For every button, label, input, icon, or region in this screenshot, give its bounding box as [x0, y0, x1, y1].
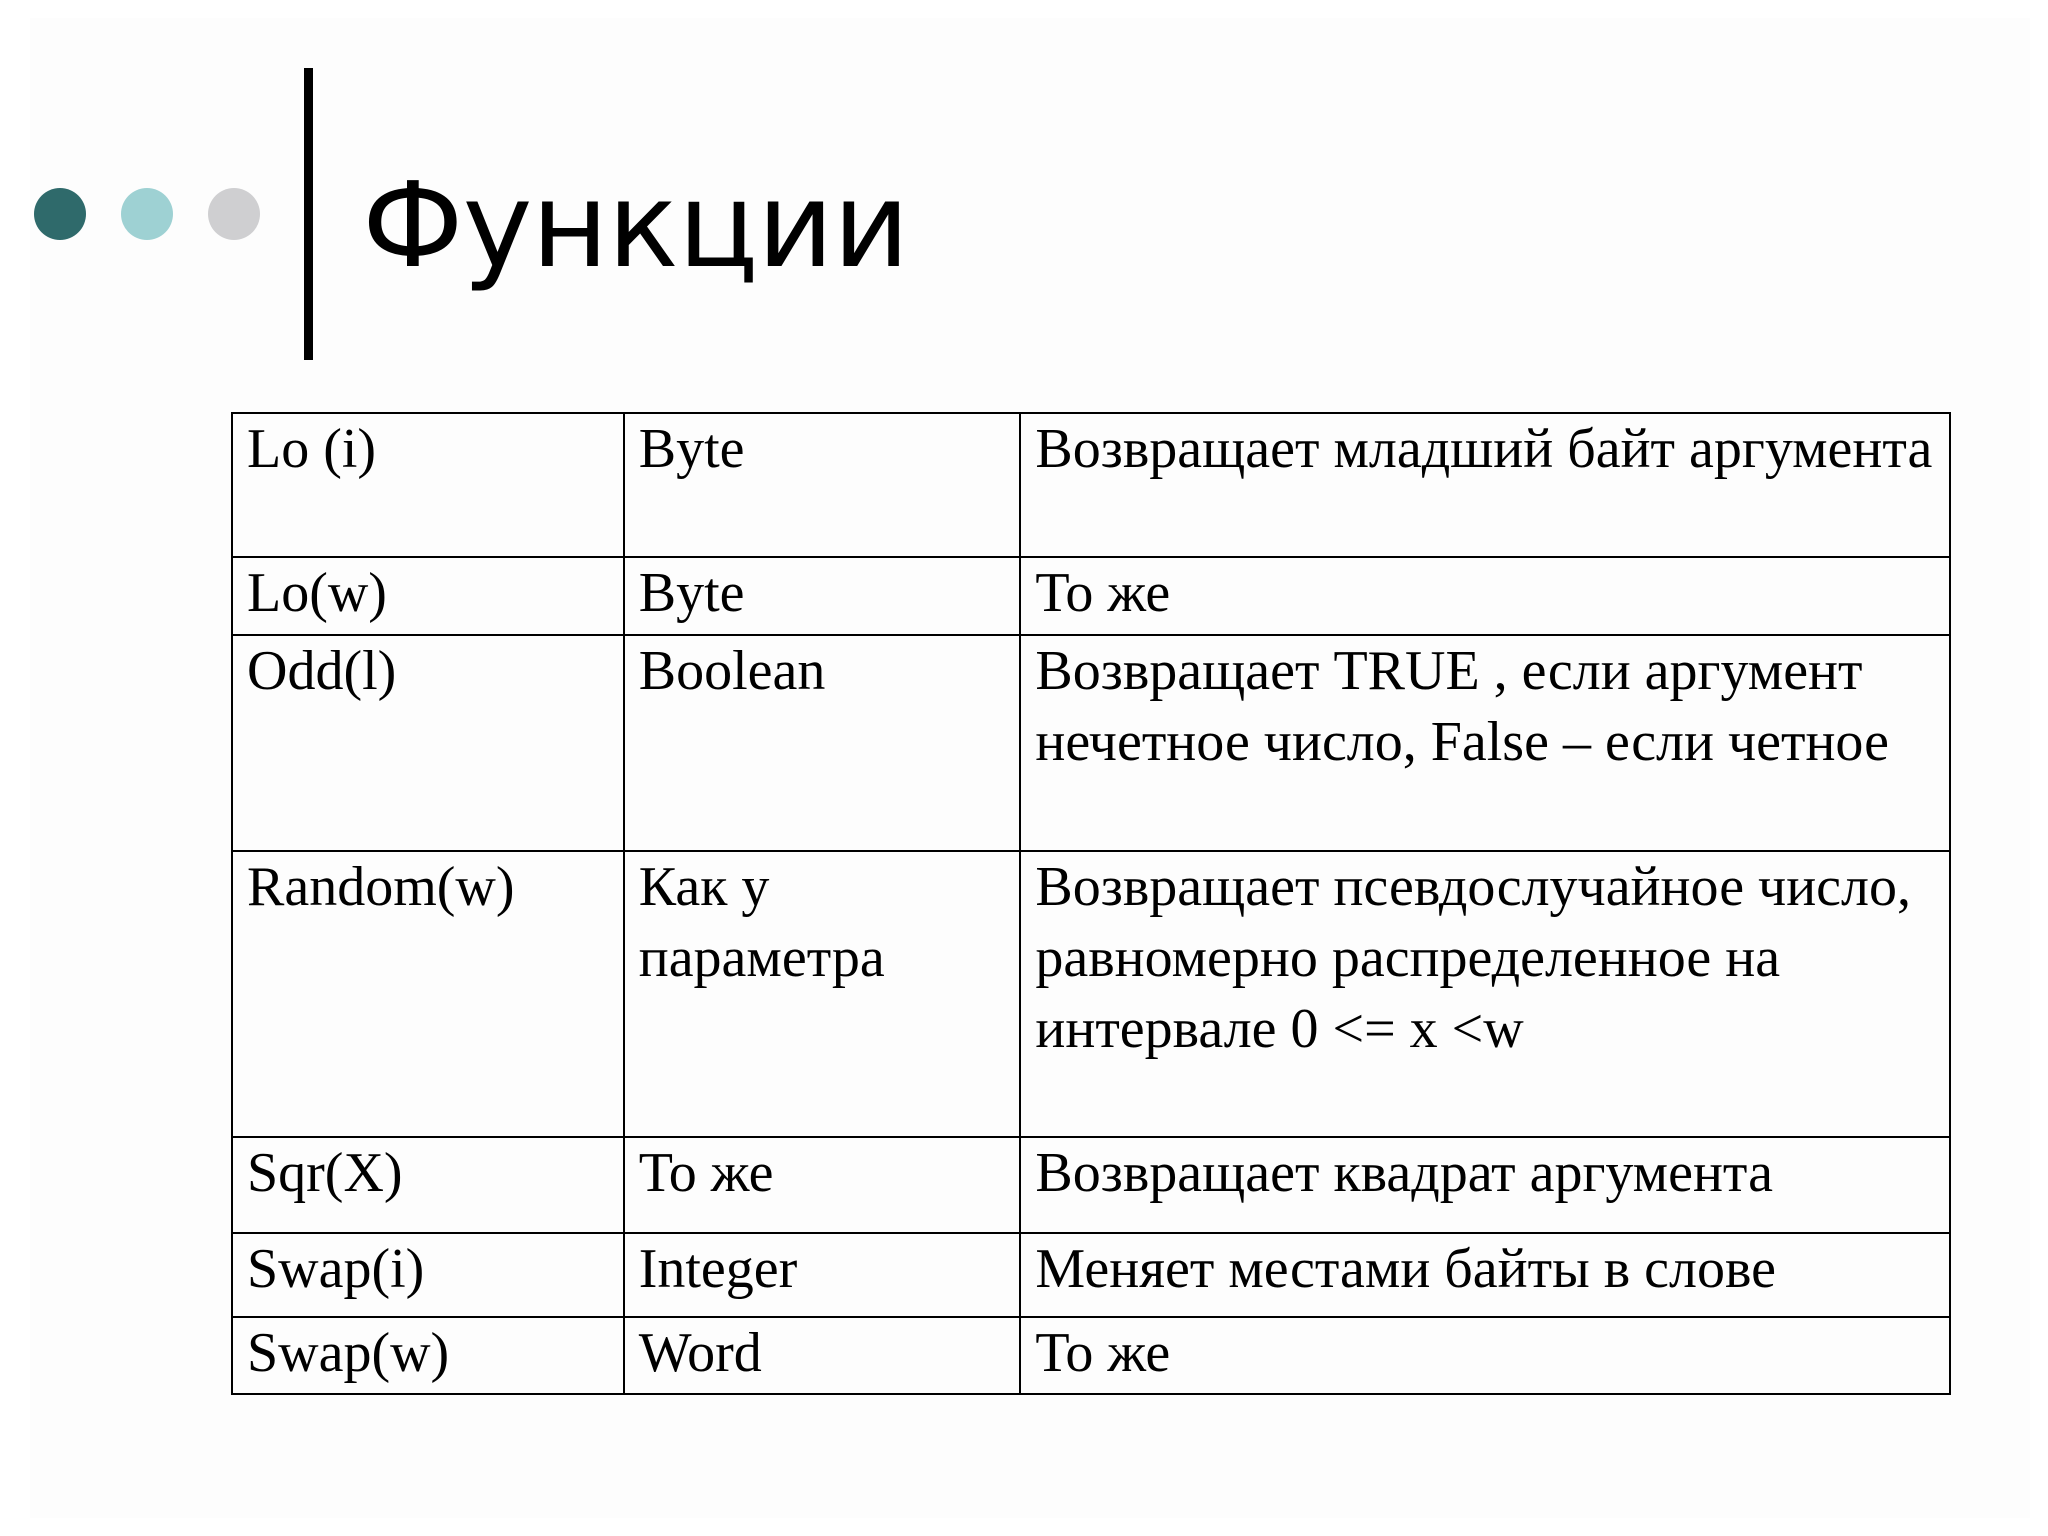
- function-name-cell: Swap(w): [232, 1317, 624, 1394]
- return-type-cell: Byte: [624, 557, 1021, 635]
- table-row: [232, 1137, 1950, 1233]
- title-divider-bar: [304, 68, 313, 360]
- function-name-cell: Odd(l): [232, 635, 624, 851]
- slide-title: Функции: [362, 156, 909, 294]
- description-cell: Возвращает квадрат аргумента: [1020, 1137, 1950, 1233]
- description-cell: Меняет местами байты в слове: [1020, 1233, 1950, 1317]
- table-row: [232, 413, 1950, 557]
- table-row: [232, 635, 1950, 851]
- return-type-cell: Boolean: [624, 635, 1021, 851]
- decor-dot-light: [121, 188, 173, 240]
- return-type-cell: Как у параметра: [624, 851, 1021, 1137]
- return-type-cell: Byte: [624, 413, 1021, 557]
- return-type-cell: Integer: [624, 1233, 1021, 1317]
- table-row: [232, 1317, 1950, 1394]
- function-name-cell: Lo(w): [232, 557, 624, 635]
- return-type-cell: Word: [624, 1317, 1021, 1394]
- table-row: [232, 851, 1950, 1137]
- decor-dot-gray: [208, 188, 260, 240]
- return-type-cell: То же: [624, 1137, 1021, 1233]
- function-name-cell: Random(w): [232, 851, 624, 1137]
- description-cell: Возвращает псевдослучайное число, равномерно распределенное на интервале 0 <= x <w: [1020, 851, 1950, 1137]
- decor-dot-dark: [34, 188, 86, 240]
- table-row: [232, 1233, 1950, 1317]
- function-name-cell: Lo (i): [232, 413, 624, 557]
- description-cell: То же: [1020, 1317, 1950, 1394]
- table-row: [232, 557, 1950, 635]
- description-cell: То же: [1020, 557, 1950, 635]
- function-name-cell: Sqr(X): [232, 1137, 624, 1233]
- functions-table: [231, 412, 1951, 1395]
- description-cell: Возвращает младший байт аргумента: [1020, 413, 1950, 557]
- function-name-cell: Swap(i): [232, 1233, 624, 1317]
- description-cell: Возвращает TRUE , если аргумент нечетное число, False – если четное: [1020, 635, 1950, 851]
